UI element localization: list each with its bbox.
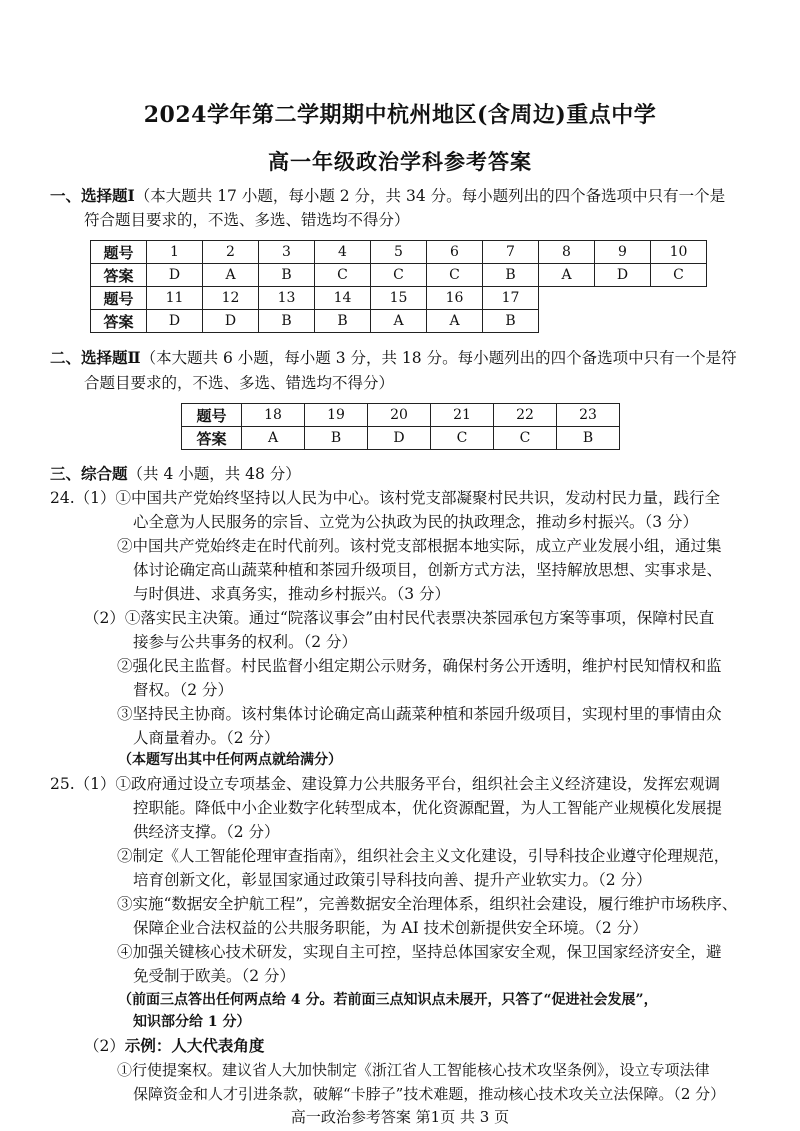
answer-line: 保障企业合法权益的公共服务职能，为 AI 技术创新提供安全环境。（2 分）	[133, 919, 648, 937]
answer-cell: C	[427, 264, 483, 287]
answer-line: 培育创新文化，彰显国家通过政策引导科技向善、提升产业软实力。（2 分）	[133, 871, 652, 889]
section2-heading: 二、选择题Ⅱ	[50, 348, 141, 367]
answer-cell: B	[305, 427, 368, 450]
answer-cell: A	[203, 264, 259, 287]
answer-cell: C	[494, 427, 557, 450]
answer-cell: A	[371, 310, 427, 333]
answer-line: ③坚持民主协商。该村集体讨论确定高山蔬菜种植和茶园升级项目，实现村里的事情由众	[117, 705, 722, 723]
answer-line: 心全意为人民服务的宗旨、立党为公执政为民的执政理念，推动乡村振兴。（3 分）	[133, 513, 699, 531]
question-number: 7	[483, 241, 539, 264]
question-number: 20	[368, 404, 431, 427]
question-label: 题号	[91, 287, 147, 310]
scoring-note: （前面三点答出任何两点给 4 分。若前面三点知识点未展开，只答了“促进社会发展”，	[118, 992, 658, 1008]
answer-line: 体讨论确定高山蔬菜种植和茶园升级项目，创新方式方法，坚持解放思想、实事求是、	[133, 561, 723, 579]
table-row	[91, 264, 707, 287]
document-title: 2024学年第二学期期中杭州地区(含周边)重点中学	[143, 102, 657, 128]
answer-line: 督权。（2 分）	[133, 681, 234, 699]
answer-label: 答案	[182, 427, 242, 450]
document-subtitle: 高一年级政治学科参考答案	[268, 149, 532, 174]
answer-cell: D	[203, 310, 259, 333]
sub-question-number: （2）	[84, 1037, 125, 1055]
answer-cell: B	[483, 264, 539, 287]
answer-label: 答案	[91, 264, 147, 287]
question-number: 1	[147, 241, 203, 264]
answer-line: 接参与公共事务的权利。（2 分）	[133, 633, 358, 651]
answer-line: 供经济支撑。（2 分）	[133, 823, 280, 841]
question-number: 14	[315, 287, 371, 310]
section1-answer-table	[90, 240, 707, 333]
answer-cell: D	[147, 264, 203, 287]
answer-line: （2）①落实民主决策。通过“院落议事会”由村民代表票决茶园承包方案等事项，保障村民直	[84, 609, 715, 627]
answer-cell: A	[242, 427, 305, 450]
question-number: 6	[427, 241, 483, 264]
question-number: 17	[483, 287, 539, 310]
answer-line: ②中国共产党始终走在时代前列。该村党支部根据本地实际，成立产业发展小组，通过集	[117, 537, 722, 555]
answer-line	[84, 1034, 264, 1058]
example-heading: 示例：人大代表角度	[124, 1036, 265, 1055]
question-number: 15	[371, 287, 427, 310]
section2-desc: （本大题共 6 小题，每小题 3 分，共 18 分。每小题列出的四个备选项中只有一个是符	[140, 349, 737, 367]
answer-cell: B	[259, 264, 315, 287]
question-number: 4	[315, 241, 371, 264]
question-number: 3	[259, 241, 315, 264]
answer-line: 控职能。降低中小企业数字化转型成本，优化资源配置，为人工智能产业规模化发展提	[133, 799, 723, 817]
answer-cell: B	[557, 427, 620, 450]
answer-line: 与时俱进、求真务实，推动乡村振兴。（3 分）	[133, 585, 451, 603]
answer-label: 答案	[91, 310, 147, 333]
question-number: 21	[431, 404, 494, 427]
question-number: 9	[595, 241, 651, 264]
answer-cell: A	[539, 264, 595, 287]
answer-cell: D	[368, 427, 431, 450]
section1-desc: （本大题共 17 小题，每小题 2 分，共 34 分。每小题列出的四个备选项中只有一个是	[134, 187, 726, 205]
table-row	[91, 287, 707, 310]
answer-cell: B	[315, 310, 371, 333]
answer-line: 25.（1）①政府通过设立专项基金、建设算力公共服务平台，组织社会主义经济建设，发挥宏观调	[50, 775, 721, 793]
scoring-note: （本题写出其中任何两点就给满分）	[118, 752, 342, 768]
section3-heading-line	[50, 462, 301, 486]
section2-answer-table	[181, 403, 620, 450]
question-number: 10	[651, 241, 707, 264]
question-number: 16	[427, 287, 483, 310]
section2-heading-line	[50, 346, 737, 370]
answer-cell: B	[483, 310, 539, 333]
question-number: 19	[305, 404, 368, 427]
question-number: 12	[203, 287, 259, 310]
question-label: 题号	[182, 404, 242, 427]
question-number: 23	[557, 404, 620, 427]
question-label: 题号	[91, 241, 147, 264]
question-number: 13	[259, 287, 315, 310]
answer-line: ④加强关键核心技术研发，实现自主可控，坚持总体国家安全观，保卫国家经济安全，避	[117, 943, 722, 961]
answer-cell: C	[431, 427, 494, 450]
question-number: 22	[494, 404, 557, 427]
section2-desc-cont: 合题目要求的，不选、多选、错选均不得分）	[84, 374, 395, 392]
answer-line: 保障资金和人才引进条款，破解“卡脖子”技术难题，推动核心技术攻关立法保障。（2 分）	[133, 1085, 726, 1103]
answer-line: ③实施“数据安全护航工程”，完善数据安全治理体系，组织社会建设，履行维护市场秩序、	[117, 895, 738, 913]
answer-line: 人商量着办。（2 分）	[133, 729, 280, 747]
section1-heading-line	[50, 184, 725, 208]
answer-line: 免受制于欧美。（2 分）	[133, 967, 296, 985]
scoring-note: 知识部分给 1 分）	[133, 1014, 251, 1030]
question-number: 11	[147, 287, 203, 310]
table-row	[182, 427, 620, 450]
question-number: 5	[371, 241, 427, 264]
answer-line: ①行使提案权。建议省人大加快制定《浙江省人工智能核心技术攻坚条例》，设立专项法律	[117, 1061, 710, 1079]
table-row	[91, 241, 707, 264]
answer-cell: B	[259, 310, 315, 333]
table-blank-area	[539, 287, 707, 333]
question-number: 18	[242, 404, 305, 427]
question-number: 8	[539, 241, 595, 264]
answer-line: ②强化民主监督。村民监督小组定期公示财务，确保村务公开透明，维护村民知情权和监	[117, 657, 722, 675]
section1-desc-cont: 符合题目要求的，不选、多选、错选均不得分）	[84, 211, 410, 229]
answer-cell: C	[651, 264, 707, 287]
answer-line: ②制定《人工智能伦理审查指南》，组织社会主义文化建设，引导科技企业遵守伦理规范，	[117, 847, 730, 865]
section3-heading: 三、综合题	[50, 464, 128, 483]
table-row	[182, 404, 620, 427]
section3-desc: （共 4 小题，共 48 分）	[127, 465, 301, 483]
answer-cell: C	[371, 264, 427, 287]
answer-line: 24.（1）①中国共产党始终坚持以人民为中心。该村党支部凝聚村民共识，发动村民力量，践行全	[50, 489, 721, 507]
answer-cell: D	[147, 310, 203, 333]
page-footer: 高一政治参考答案 第1页 共 3 页	[290, 1108, 510, 1126]
answer-cell: C	[315, 264, 371, 287]
answer-cell: A	[427, 310, 483, 333]
section1-heading: 一、选择题Ⅰ	[50, 186, 135, 205]
question-number: 2	[203, 241, 259, 264]
answer-cell: D	[595, 264, 651, 287]
